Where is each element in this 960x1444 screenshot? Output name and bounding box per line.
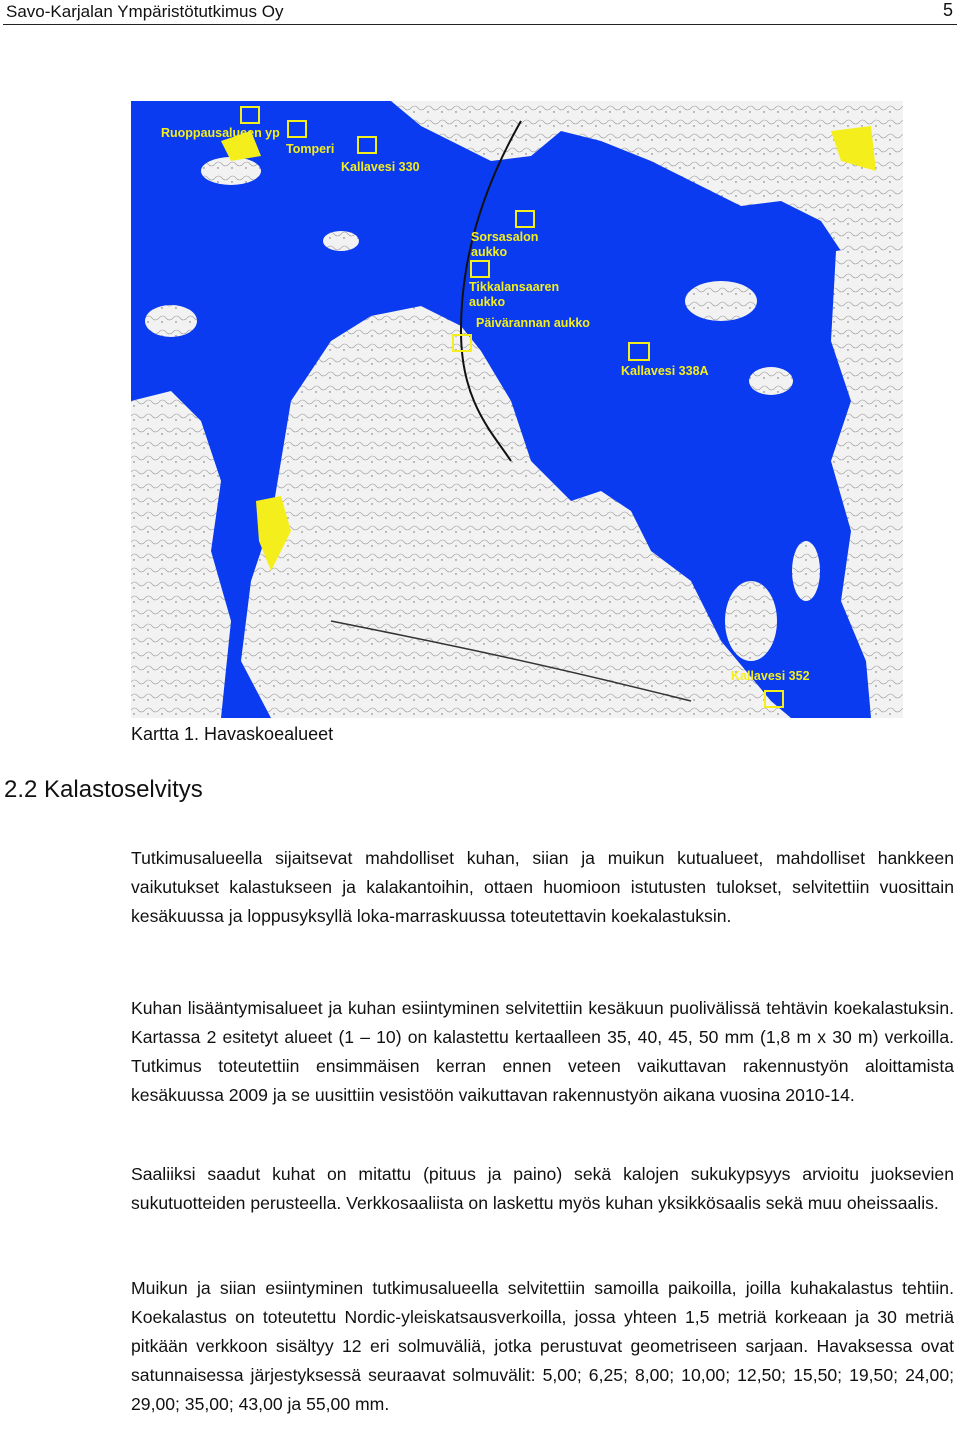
body-paragraph: Tutkimusalueella sijaitsevat mahdolliset kuhan, siian ja muikun kutualueet, mahdolliset hankkeen vaikutukset kalastukseen ja kalakantoihin, ottaen huomioon istutusten tulokset, selvitettiin vuosittain kesäkuussa ja loppusyksyllä loka-marraskuussa toteutettavin koekalastuksin.: [131, 848, 954, 926]
body-paragraph: Muikun ja siian esiintyminen tutkimusalueella selvitettiin samoilla paikoilla, joilla kuhakalastus tehtiin. Koekalastus on toteutettu Nordic-yleiskatsausverkoilla, jossa yhteen 1,5 metriä korkeaan ja 30 metriä pitkään verkkoon sisältyy 12 eri solmuväliä, jotka perustuvat geometriseen sarjaan. Havaksessa ovat satunnaisessa järjestyksessä seuraavat solmuvälit: 5,00; 6,25; 8,00; 10,00; 12,50; 15,50; 19,50; 24,00; 29,00; 35,00; 43,00 ja 55,00 mm.: [131, 1278, 954, 1414]
organization-name: Savo-Karjalan Ympäristötutkimus Oy: [6, 2, 284, 21]
map-caption: Kartta 1. Havaskoealueet: [131, 724, 334, 744]
island: [725, 581, 777, 661]
island: [201, 157, 261, 185]
page-number: 5: [942, 0, 953, 20]
section-heading: 2.2 Kalastoselvitys: [4, 776, 203, 803]
site-label: aukko: [471, 245, 508, 259]
body-paragraph: Saaliiksi saadut kuhat on mitattu (pituus ja paino) sekä kalojen sukukypsyys arvioitu juoksevien sukutuotteiden perusteella. Verkkosaaliista on laskettu myös kuhan yksikkösaalis sekä muu oheissaalis.: [131, 1164, 954, 1213]
site-label: Sorsasalon: [471, 230, 539, 244]
site-label: aukko: [469, 295, 506, 309]
site-label: Tomperi: [286, 142, 335, 156]
site-label: Päivärannan aukko: [476, 316, 590, 330]
page-header: [3, 0, 957, 25]
island: [792, 541, 820, 601]
island: [749, 367, 793, 395]
site-label: Ruoppausalueen yp: [161, 126, 280, 140]
site-label: Kallavesi 330: [341, 160, 420, 174]
site-label: Kallavesi 338A: [621, 364, 709, 378]
body-paragraph: Kuhan lisääntymisalueet ja kuhan esiintyminen selvitettiin kesäkuun puolivälissä tehtävin koekalastuksin. Kartassa 2 esitetyt alueet (1 – 10) on kalastettu kertaalleen 35, 40, 45, 50 mm (1,8 m x 30 m) verkoilla. Tutkimus toteutettiin ensimmäisen kerran ennen veteen vaikuttavan rakennustyön aloittamista kesäkuussa 2009 ja se uusittiin vesistöön vaikuttavan rakennustyön aikana vuosina 2010-14.: [131, 998, 954, 1105]
map-graphic: [131, 101, 903, 718]
survey-map: [131, 101, 903, 718]
island: [145, 305, 197, 337]
island: [323, 231, 359, 251]
island: [685, 281, 757, 321]
site-label: Kallavesi 352: [731, 669, 810, 683]
site-label: Tikkalansaaren: [469, 280, 560, 294]
